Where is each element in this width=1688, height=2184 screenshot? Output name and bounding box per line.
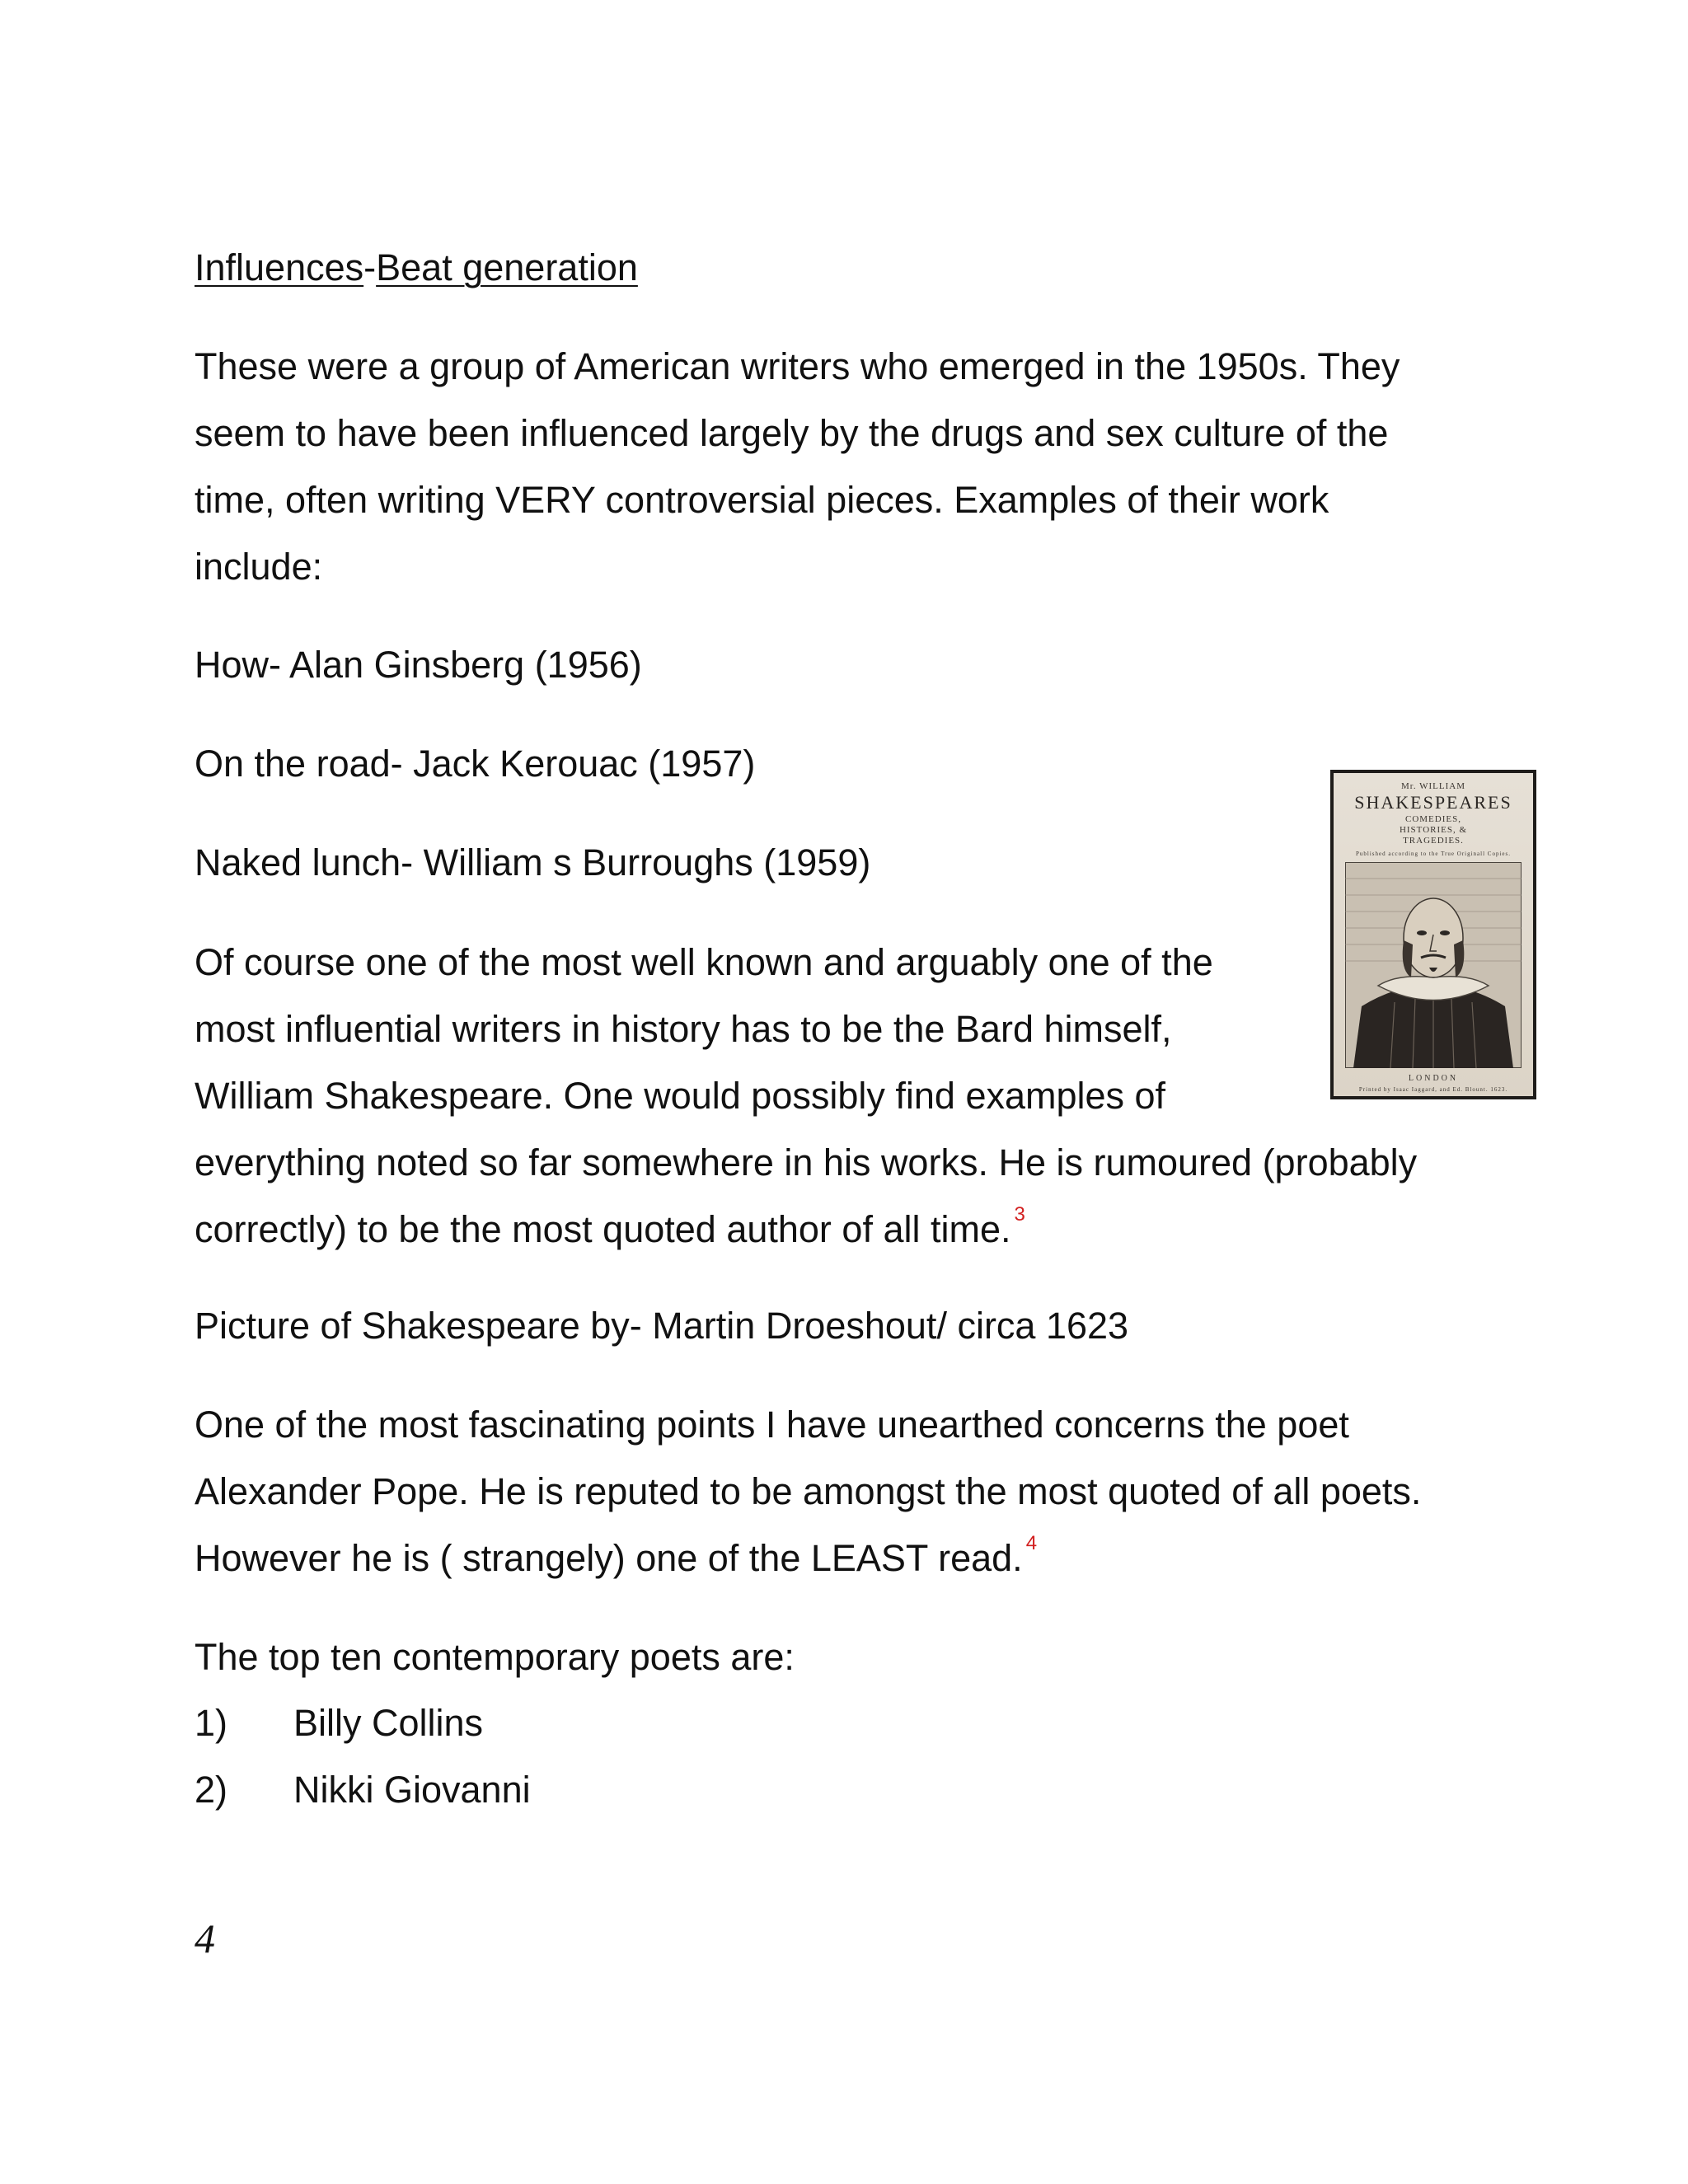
portrait-text-tragedies: TRAGEDIES.: [1403, 836, 1464, 846]
work-on-the-road: On the road- Jack Kerouac (1957): [195, 743, 756, 785]
work-naked-lunch: Naked lunch- William s Burroughs (1959): [195, 841, 871, 883]
section-heading: [195, 234, 638, 301]
shakespeare-portrait-image: [1330, 770, 1536, 1099]
shakespeare-line: most influential writers in history has to be the Bard himself,: [195, 1008, 1172, 1050]
heading-separator: -: [363, 246, 377, 288]
shakespeare-line: Of course one of the most well known and arguably one of the: [195, 941, 1213, 983]
list-number: 1): [195, 1702, 228, 1744]
shakespeare-line-last: [195, 1196, 1417, 1269]
intro-paragraph: [195, 333, 1400, 600]
shakespeare-paragraph: [195, 929, 1417, 1269]
portrait-text-london: LONDON: [1408, 1074, 1459, 1083]
portrait-text-published: Published according to the True Originall Copies.: [1355, 851, 1511, 857]
poet-list: [195, 1690, 531, 1823]
pope-line: However he is ( strangely) one of the LEAST read.: [195, 1537, 1023, 1579]
pope-line: Alexander Pope. He is reputed to be amongst the most quoted of all poets.: [195, 1470, 1422, 1512]
heading-beat-generation: Beat generation: [376, 246, 638, 288]
heading-influences: Influences: [195, 246, 364, 288]
shakespeare-line: everything noted so far somewhere in his works. He is rumoured (probably: [195, 1141, 1418, 1183]
portrait-text-mr-william: Mr. WILLIAM: [1400, 781, 1465, 791]
shakespeare-line: William Shakespeare. One would possibly find examples of: [195, 1075, 1166, 1117]
list-item: [195, 1756, 531, 1823]
intro-line: time, often writing VERY controversial pieces. Examples of their work: [195, 479, 1329, 521]
pope-paragraph: [195, 1391, 1421, 1598]
engraving-figure: [1345, 862, 1522, 1068]
pope-line-last: [195, 1525, 1421, 1598]
poet-name: Nikki Giovanni: [293, 1769, 531, 1811]
shakespeare-line: correctly) to be the most quoted author of all time.: [195, 1208, 1011, 1250]
footnote-marker-4[interactable]: 4: [1025, 1532, 1038, 1554]
work-howl: How- Alan Ginsberg (1956): [195, 644, 642, 686]
portrait-text-printed: Printed by Isaac Iaggard, and Ed. Blount. 1623.: [1358, 1086, 1508, 1093]
footnote-marker-3[interactable]: 3: [1014, 1203, 1025, 1226]
list-number: 2): [195, 1769, 228, 1811]
pope-line: One of the most fascinating points I have unearthed concerns the poet: [195, 1404, 1349, 1446]
intro-line: include:: [195, 546, 323, 588]
portrait-text-title: SHAKESPEARES: [1354, 792, 1512, 813]
intro-line: seem to have been influenced largely by the drugs and sex culture of the: [195, 412, 1389, 454]
poet-name: Billy Collins: [293, 1702, 484, 1744]
page-number: 4: [195, 1915, 215, 1961]
list-item: [195, 1690, 531, 1756]
portrait-text-comedies: COMEDIES,: [1405, 814, 1461, 824]
portrait-text-histories: HISTORIES, &: [1399, 825, 1468, 835]
picture-caption: Picture of Shakespeare by- Martin Droeshout/ circa 1623: [195, 1305, 1129, 1347]
top-ten-intro: The top ten contemporary poets are:: [195, 1636, 795, 1678]
intro-line: These were a group of American writers who emerged in the 1950s. They: [195, 345, 1400, 387]
